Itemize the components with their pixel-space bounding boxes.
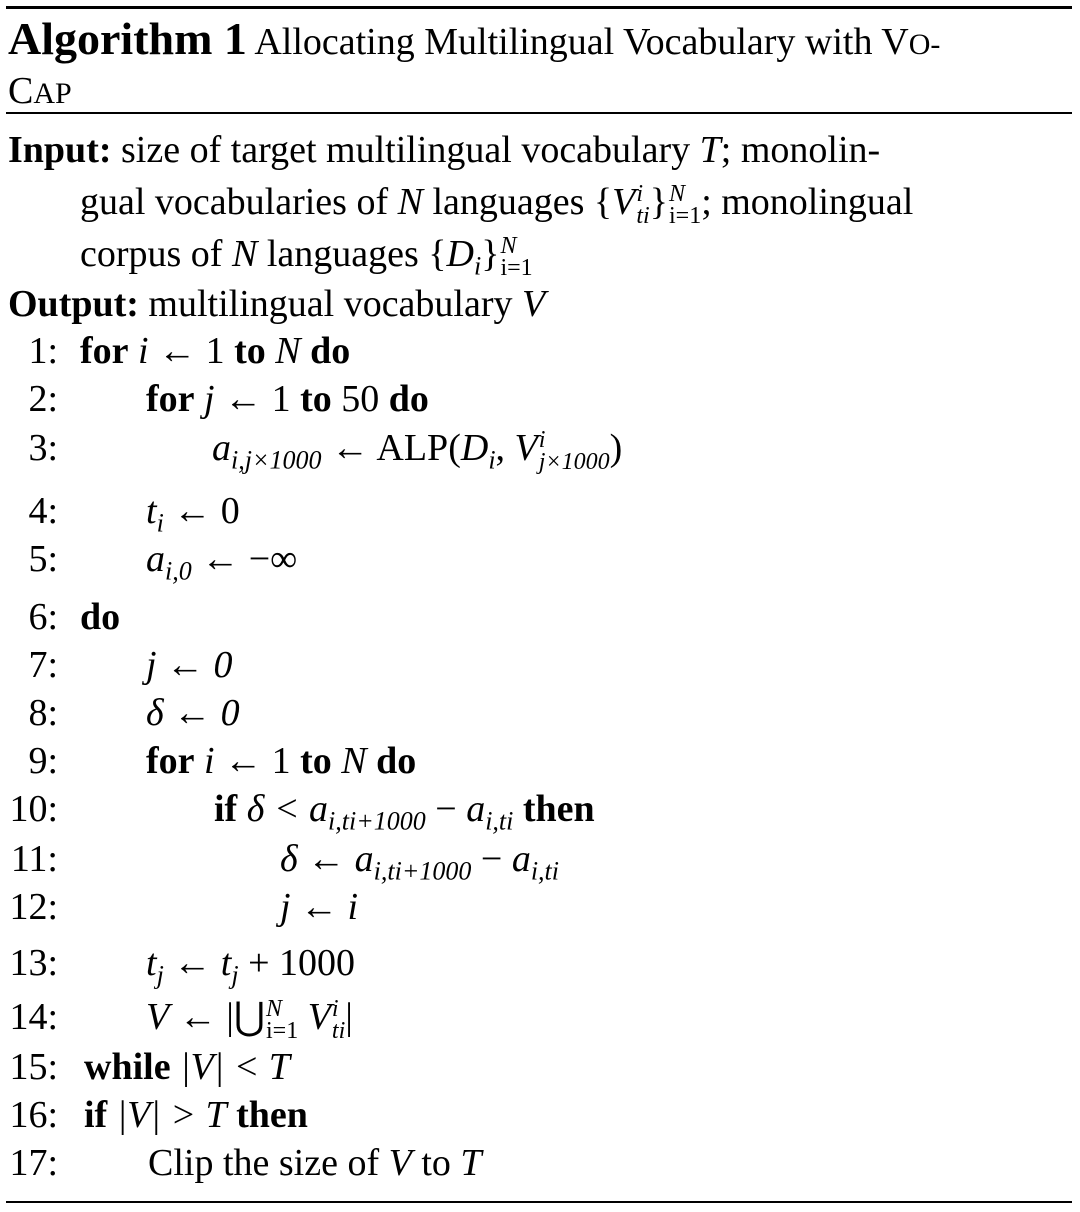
algorithm-line: 11: δ ← $a_{i,ti+1000} - a_{i,ti}$	[0, 834, 1080, 884]
input-block: Input: size of target multilingual vocabulary T; monolin- gual vocabularies of N languages {V i ti } N i=1 ; monolingual corpus of N languages $\{D_i\}$ N i=1	[8, 124, 1070, 280]
line-number: 2:	[28, 378, 58, 420]
algorithm-line: 9: for i ← 1 to N do	[0, 736, 1080, 786]
bottom-rule	[6, 1201, 1072, 1203]
algorithm-line: 4: $t_i$ ← 0	[0, 486, 1080, 536]
line-number: 12:	[9, 886, 58, 928]
algorithm-line: 15: while |V| < T	[0, 1042, 1080, 1092]
top-rule	[6, 6, 1072, 9]
algorithm-number: Algorithm 1	[8, 13, 247, 64]
line-number: 8:	[28, 692, 58, 734]
algorithm-caption	[8, 13, 1068, 117]
algorithm-line: 6: do	[0, 592, 1080, 642]
algorithm-line: 12: j ← i	[0, 882, 1080, 932]
input-label: Input:	[8, 129, 112, 171]
line-number: 6:	[28, 596, 58, 638]
line-number: 16:	[9, 1094, 58, 1136]
line-number: 3:	[28, 427, 58, 469]
algorithm-line: 14: V ← |⋃ N i=1 V i ti |	[0, 992, 1080, 1042]
line-number: 4:	[28, 490, 58, 532]
algorithm-line: 13: $t_j$ ← $t_j + 1000$	[0, 938, 1080, 988]
line-number: 14:	[9, 996, 58, 1038]
output-label: Output:	[8, 283, 139, 325]
algorithm-title: Allocating Multilingual Vocabulary with VO- CAP	[8, 21, 941, 112]
line-number: 10:	[9, 788, 58, 830]
line-number: 5:	[28, 538, 58, 580]
algorithm-line: 16: if |V| > T then	[0, 1090, 1080, 1140]
line-number: 17:	[9, 1142, 58, 1184]
algorithm-line: 7: j ← 0	[0, 640, 1080, 690]
caption-rule	[6, 112, 1072, 114]
algorithm-line: 17: Clip the size of V to T	[0, 1138, 1080, 1188]
line-number: 1:	[28, 330, 58, 372]
line-number: 7:	[28, 644, 58, 686]
input-continuation: gual vocabularies of N languages {V i ti } N i=1 ; monolingual corpus of N languages $\{D_i\}$ N i=1	[80, 181, 914, 282]
algorithm-line: 3: $a_{i,j\times 1000}$ ← $ALP(D_i$, V i j×1000 )	[0, 423, 1080, 473]
algorithm-line: 10: if $\delta < a_{i,ti+1000} - a_{i,ti}$ then	[0, 784, 1080, 834]
algorithm-line: 5: $a_{i,0}$ ← −∞	[0, 534, 1080, 584]
line-number: 11:	[10, 838, 58, 880]
output-block: Output: multilingual vocabulary V	[8, 283, 546, 325]
line-number: 15:	[9, 1046, 58, 1088]
line-number: 13:	[9, 942, 58, 984]
algorithm-line: 8: δ ← 0	[0, 688, 1080, 738]
algorithm-line: 2: for j ← 1 to 50 do	[0, 374, 1080, 424]
line-number: 9:	[28, 740, 58, 782]
algorithm-line: 1: for i ← 1 to N do	[0, 326, 1080, 376]
